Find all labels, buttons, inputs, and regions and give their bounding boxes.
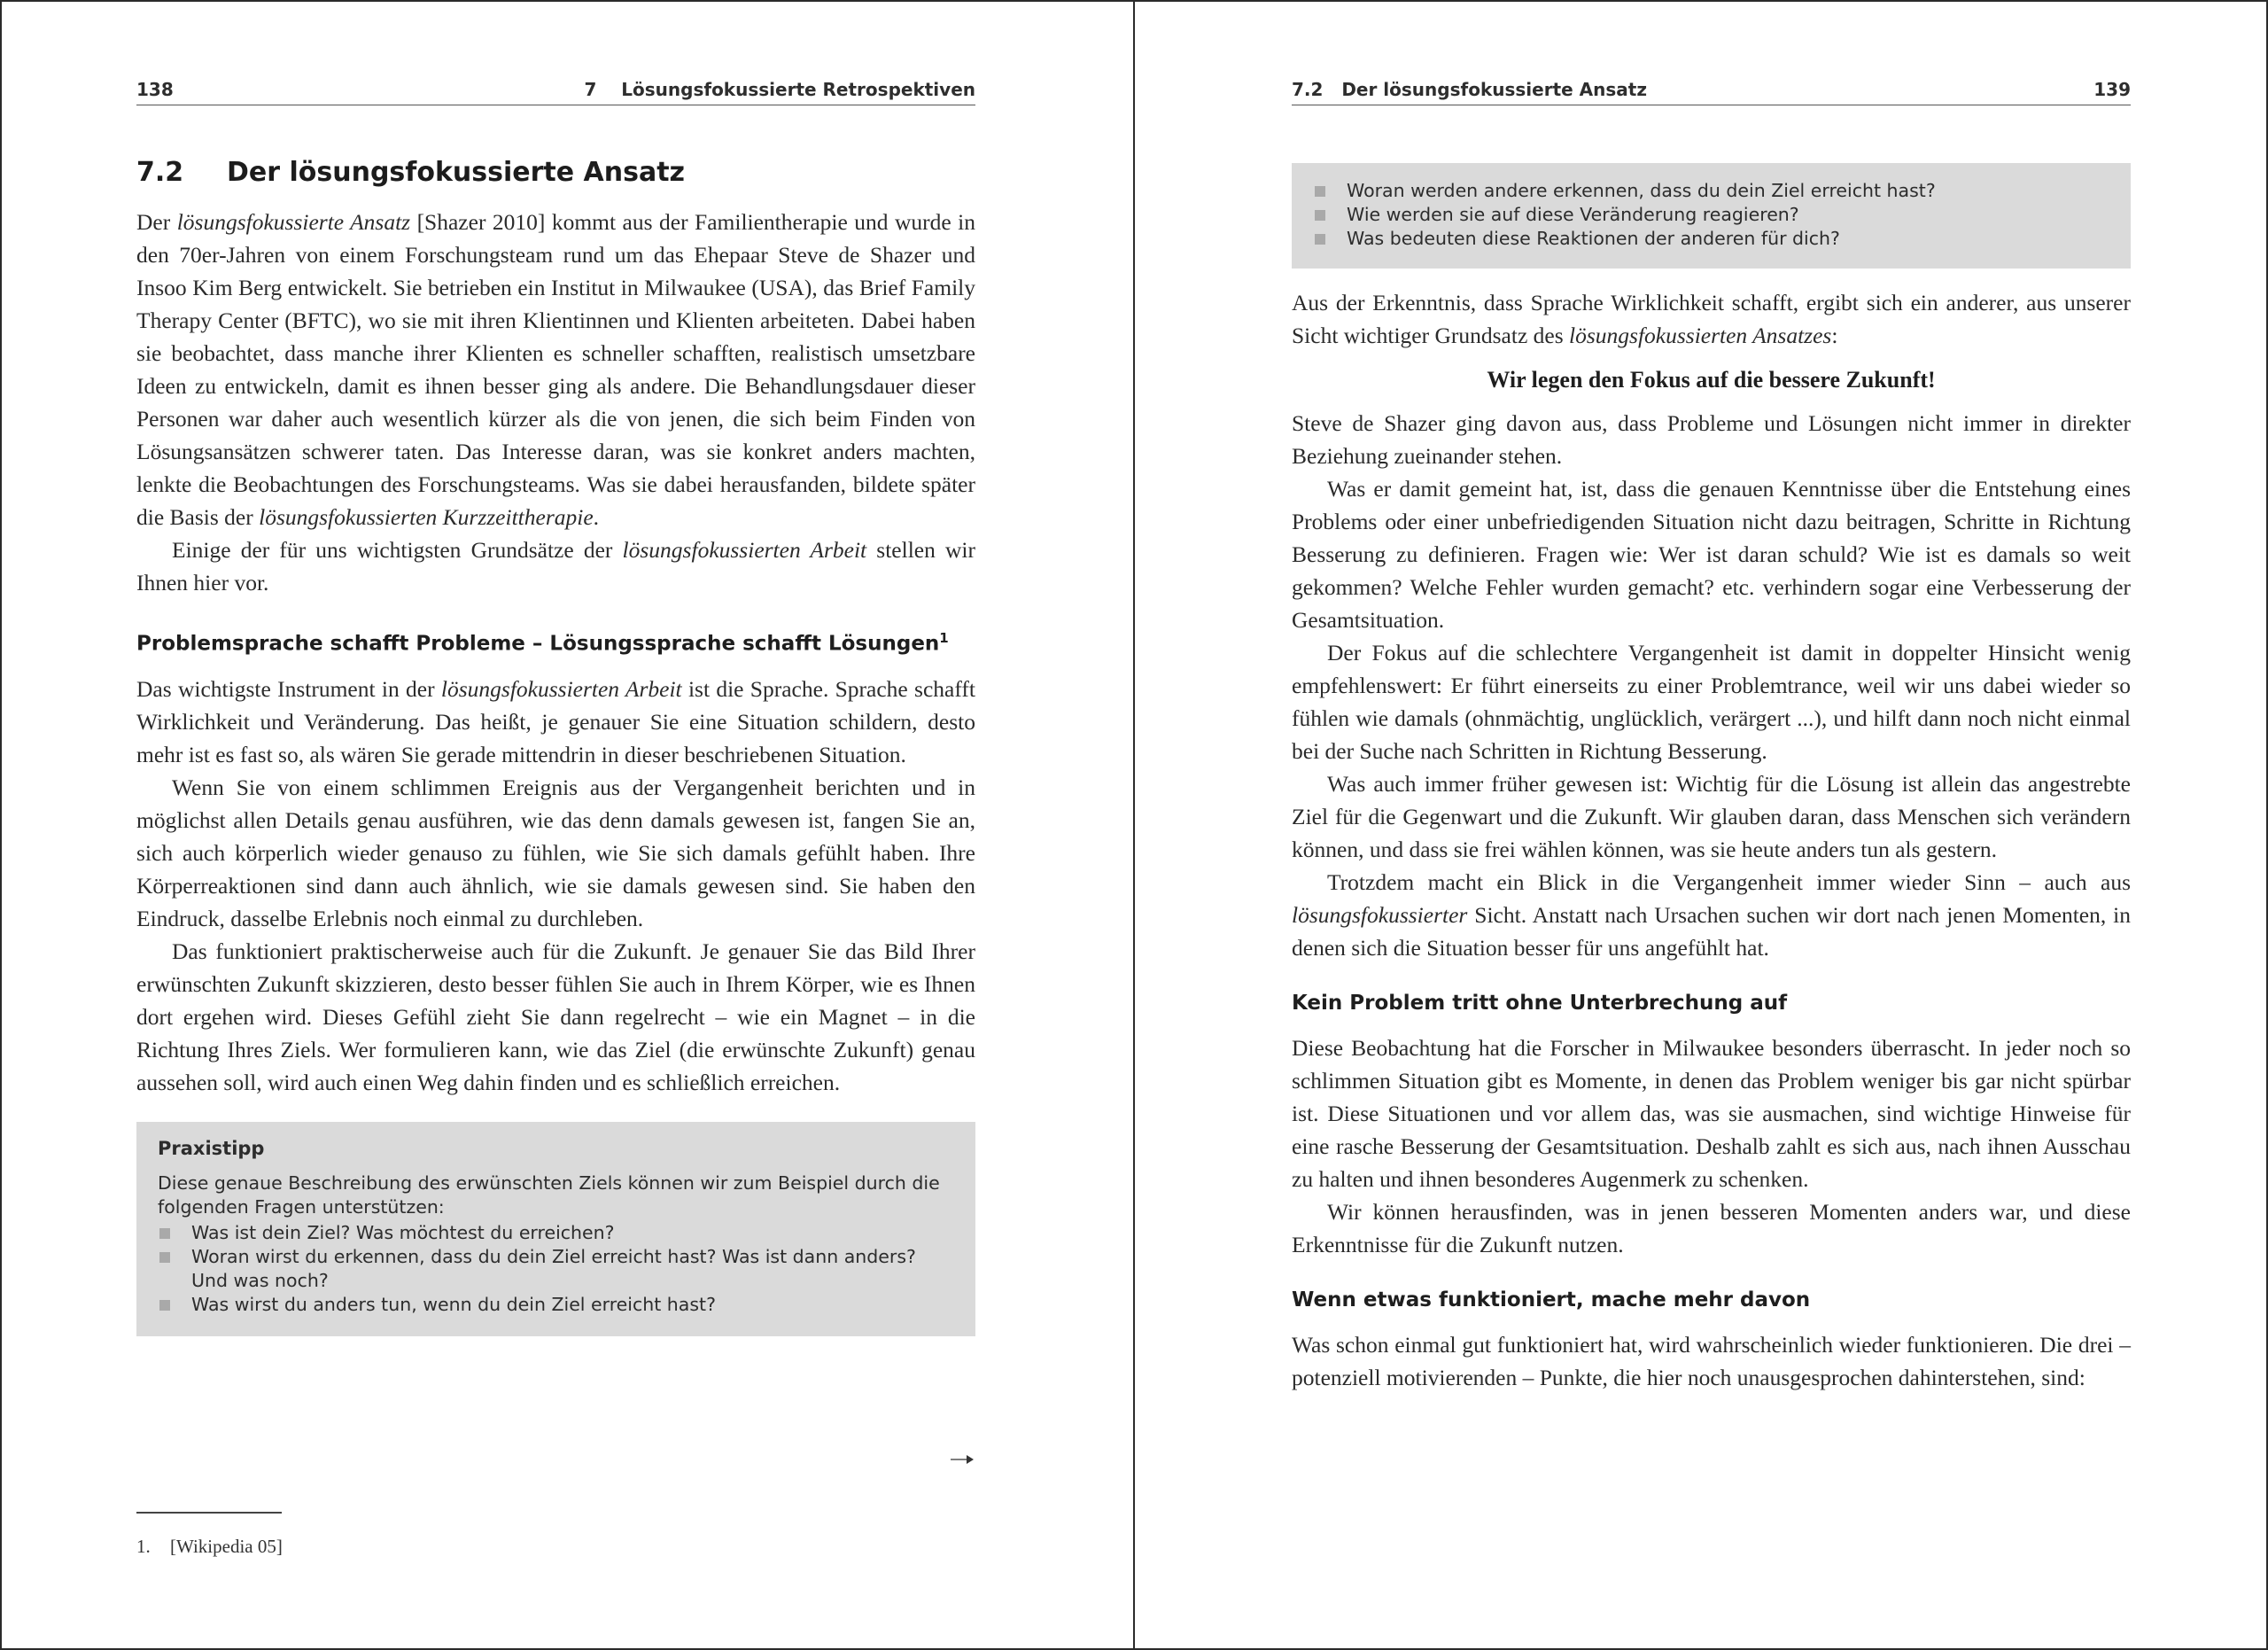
footnote (136, 1536, 283, 1558)
praxistipp-title: Praxistipp (158, 1137, 265, 1159)
subheading-wenn-etwas: Wenn etwas funktioniert, mache mehr davon (1292, 1288, 1811, 1311)
list-item: Was wirst du anders tun, wenn du dein Ziel erreicht hast? (158, 1293, 954, 1317)
running-head-left (136, 76, 975, 105)
footnote-mark: 1 (939, 630, 949, 646)
body-paragraph-1: Aus der Erkenntnis, dass Sprache Wirklichkeit schafft, ergibt sich ein anderer, aus unserer Sicht wichtiger Grundsatz des lösungsfokussierten Ansatzes: (1292, 290, 2131, 348)
motto: Wir legen den Fokus auf die bessere Zukunft! (1487, 367, 1936, 393)
page-number: 139 (2093, 79, 2131, 100)
praxistipp-text: Diese genaue Beschreibung des erwünschten Ziels können wir zum Beispiel durch die folgenden Fragen unterstützen: (158, 1171, 940, 1218)
praxistipp-box (136, 1122, 975, 1336)
intro-paragraph-1: Der lösungsfokussierte Ansatz [Shazer 2010] kommt aus der Familientherapie und wurde in den 70er-Jahren von einem Forschungsteam rund um das Ehepaar Steve de Shazer und Insoo Kim Berg entwickelt. Sie betrieben ein Institut in Milwaukee (USA), das Brief Family Therapy Center (BFTC), wo sie mit ihren Klientinnen und Klienten arbeiteten. Dabei haben sie beobachtet, dass manche ihrer Klienten es schneller schafften, realistisch umsetzbare Ideen zu entwickeln, damit es ihnen besser ging als andere. Die Behandlungsdauer dieser Personen war daher auch wesentlich kürzer als die von jenen, die sich beim Finden von Lösungsansätzen schwerer taten. Das Interesse daran, was sie konkret anders machten, lenkte die Beobachtungen des Forschungsteams. Was sie dabei herausfanden, bildete später die Basis der lösungsfokussierten Kurzzeittherapie. (136, 209, 975, 530)
body-paragraph-8: Wir können herausfinden, was in jenen besseren Momenten anders war, und diese Erkenntnisse für die Zukunft nutzen. (1292, 1199, 2131, 1257)
right-page (1292, 0, 2131, 1650)
right-content (1292, 163, 2131, 1394)
body-paragraph-3: Das wichtigste Instrument in der lösungsfokussierten Arbeit ist die Sprache. Sprache schafft Wirklichkeit und Veränderung. Das heißt, je genauer Sie eine Situation schildern, desto mehr ist es fast so, als wären Sie gerade mittendrin in dieser beschriebenen Situation. (136, 675, 975, 767)
section-number: 7.2 (136, 157, 184, 188)
body-paragraph-5: Das funktioniert praktischerweise auch für die Zukunft. Je genauer Sie das Bild Ihrer erwünschten Zukunft skizzieren, desto besser fühlen Sie auch in Ihrem Körper, wie es Ihnen dort ergehen wird. Dieses Gefühl zieht Sie dann regelrecht – wie ein Magnet – in die Richtung Ihres Ziels. Wer formulieren kann, wie das Ziel (die erwünschte Zukunft) genau aussehen soll, wird auch einen Weg dahin finden und es schließlich erreichen. (136, 938, 975, 1095)
list-item: Wie werden sie auf diese Veränderung reagieren? (1313, 203, 2109, 227)
section-header: 7.2 Der lösungsfokussierte Ansatz (1292, 79, 1647, 100)
subheading-kein-problem: Kein Problem tritt ohne Unterbrechung auf (1292, 992, 1788, 1015)
section-title: Der lösungsfokussierte Ansatz (227, 157, 686, 188)
body-paragraph-7: Diese Beobachtung hat die Forscher in Milwaukee besonders überrascht. In jeder noch so schlimmen Situation gibt es Momente, in denen das Problem weniger bis gar nicht spürbar ist. Diese Situationen und vor allem das, was sie ausmachen, sind wichtige Hinweise für eine rasche Besserung der Gesamtsituation. Deshalb zahlt es sich aus, nach ihnen Ausschau zu halten und ihnen besonderes Augenmerk zu schenken. (1292, 1035, 2131, 1192)
footnote-rule (136, 1512, 282, 1514)
praxistipp-list (158, 1221, 954, 1317)
list-item: Woran wirst du erkennen, dass du dein Ziel erreicht hast? Was ist dann anders? Und was noch? (158, 1245, 954, 1293)
body-paragraph-2: Steve de Shazer ging davon aus, dass Probleme und Lösungen nicht immer in direkter Beziehung zueinander stehen. (1292, 410, 2131, 469)
body-paragraph-5: Was auch immer früher gewesen ist: Wichtig für die Lösung ist allein das angestrebte Ziel für die Gegenwart und die Zukunft. Wir glauben daran, dass Menschen sich verändern können, und dass sie frei wählen können, was sie heute anders tun als gestern. (1292, 771, 2131, 862)
book-spine (1133, 0, 1135, 1650)
body-paragraph-9: Was schon einmal gut funktioniert hat, wird wahrscheinlich wieder funktionieren. Die drei – potenziell motivierenden – Punkte, die hier noch unausgesprochen dahinterstehen, sind: (1292, 1332, 2131, 1390)
body-paragraph-4: Der Fokus auf die schlechtere Vergangenheit ist damit in doppelter Hinsicht wenig empfehlenswert: Er führt einerseits zu einer Problemtrance, weil wir uns dabei wieder so fühlen wie damals (ohnmächtig, unglücklich, verärgert ...), und hilft dann noch nicht einmal bei der Suche nach Schritten in Richtung Besserung. (1292, 640, 2131, 764)
continue-arrow-icon (951, 1453, 975, 1466)
page-number: 138 (136, 79, 174, 100)
body-paragraph-3: Was er damit gemeint hat, ist, dass die genauen Kenntnisse über die Entstehung eines Problems oder einer unbefriedigenden Situation nicht dazu beitragen, Schritte in Richtung Besserung zu definieren. Fragen wie: Wer ist daran schuld? Wie ist es damals so weit gekommen? Welche Fehler wurden gemacht? etc. verhindern sogar eine Verbesserung der Gesamtsituation. (1292, 476, 2131, 633)
footnote-number: 1. (136, 1536, 151, 1557)
body-paragraph-4: Wenn Sie von einem schlimmen Ereignis aus der Vergangenheit berichten und in möglichst allen Details genau ausführen, wie das denn damals gewesen ist, fangen Sie an, sich auch körperlich wieder genauso zu fühlen, wie Sie sich damals gefühlt haben. Ihre Körperreaktionen sind dann auch ähnlich, wie sie damals gewesen sind. Sie haben den Eindruck, dasselbe Erlebnis noch einmal zu durchleben. (136, 774, 975, 931)
question-box-continued (1292, 163, 2131, 269)
section-heading (136, 152, 975, 193)
list-item: Was bedeuten diese Reaktionen der anderen für dich? (1313, 227, 2109, 251)
list-item: Woran werden andere erkennen, dass du dein Ziel erreicht hast? (1313, 179, 2109, 203)
subheading-problemsprache: Problemsprache schafft Probleme – Lösungssprache schafft Lösungen$^1$ (136, 630, 949, 656)
chapter-header: 7 Lösungsfokussierte Retrospektiven (584, 79, 975, 100)
left-content (136, 152, 975, 1336)
left-page (136, 0, 975, 1650)
body-paragraph-6: Trotzdem macht ein Blick in die Vergangenheit immer wieder Sinn – auch aus lösungsfokussierter Sicht. Anstatt nach Ursachen suchen wir dort nach jenen Momenten, in denen sich die Situation besser für uns angefühlt hat. (1292, 869, 2131, 961)
running-head-right (1292, 76, 2131, 105)
intro-paragraph-2: Einige der für uns wichtigsten Grundsätze der lösungsfokussierten Arbeit stellen wir Ihnen hier vor. (136, 537, 975, 595)
list-item: Was ist dein Ziel? Was möchtest du erreichen? (158, 1221, 954, 1245)
question-list (1313, 179, 2109, 251)
footnote-text: [Wikipedia 05] (170, 1536, 283, 1557)
